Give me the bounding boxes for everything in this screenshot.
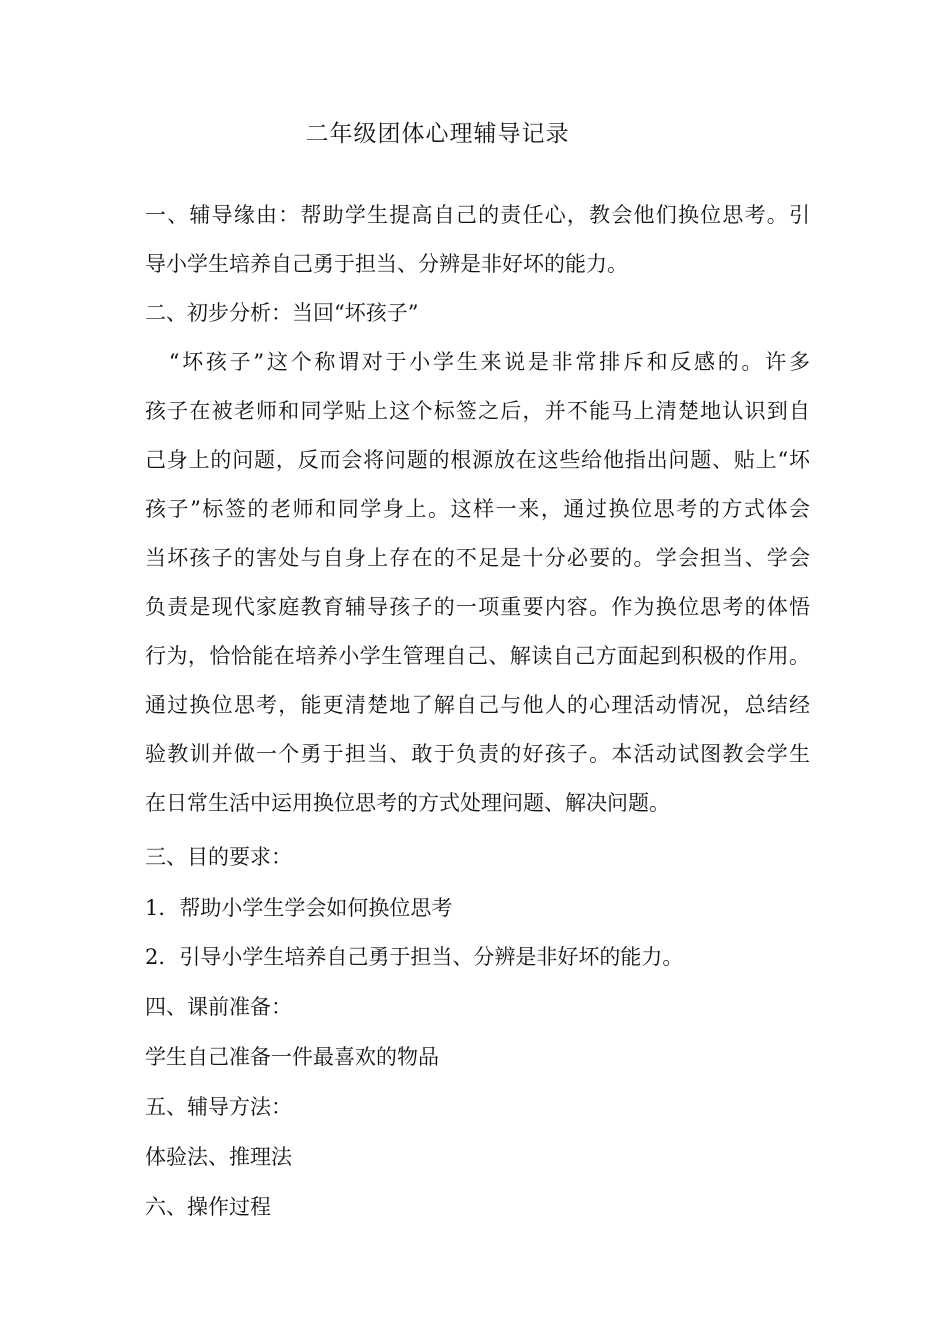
- document-title: 二年级团体心理辅导记录: [305, 121, 570, 147]
- section-heading-analysis: 二、初步分析：当回“坏孩子”: [145, 301, 419, 325]
- text-line-5: 孩子在被老师和同学贴上这个标签之后，并不能马上清楚地认识到自: [145, 399, 810, 423]
- text-line-10: 行为，恰恰能在培养小学生管理自己、解读自己方面起到积极的作用。: [145, 644, 810, 668]
- text-line-11: 通过换位思考，能更清楚地了解自己与他人的心理活动情况，总结经: [145, 693, 810, 717]
- text-line-7: 孩子”标签的老师和同学身上。这样一来，通过换位思考的方式体会: [145, 497, 810, 521]
- text-line-6: 己身上的问题，反而会将问题的根源放在这些给他指出问题、贴上“坏: [145, 448, 810, 472]
- text-line-9: 负责是现代家庭教育辅导孩子的一项重要内容。作为换位思考的体悟: [145, 595, 810, 619]
- section-heading-process: 六、操作过程: [145, 1195, 271, 1219]
- list-item-goal-2: 2．引导小学生培养自己勇于担当、分辨是非好坏的能力。: [145, 945, 684, 969]
- text-line-8: 当坏孩子的害处与自身上存在的不足是十分必要的。学会担当、学会: [145, 546, 810, 570]
- list-item-goal-1: 1．帮助小学生学会如何换位思考: [145, 896, 453, 920]
- text-line-13: 在日常生活中运用换位思考的方式处理问题、解决问题。: [145, 791, 670, 815]
- text-line-methods: 体验法、推理法: [145, 1145, 292, 1169]
- text-line-12: 验教训并做一个勇于担当、敢于负责的好孩子。本活动试图教会学生: [145, 742, 810, 766]
- text-line-2: 导小学生培养自己勇于担当、分辨是非好坏的能力。: [145, 252, 628, 276]
- section-heading-methods: 五、辅导方法：: [145, 1095, 292, 1119]
- text-line-4: “坏孩子”这个称谓对于小学生来说是非常排斥和反感的。许多: [145, 350, 810, 374]
- text-line-1: 一、辅导缘由：帮助学生提高自己的责任心，教会他们换位思考。引: [145, 203, 810, 227]
- text-line-preparation: 学生自己准备一件最喜欢的物品: [145, 1045, 439, 1069]
- section-heading-goals: 三、目的要求：: [145, 845, 292, 869]
- section-heading-preparation: 四、课前准备：: [145, 995, 292, 1019]
